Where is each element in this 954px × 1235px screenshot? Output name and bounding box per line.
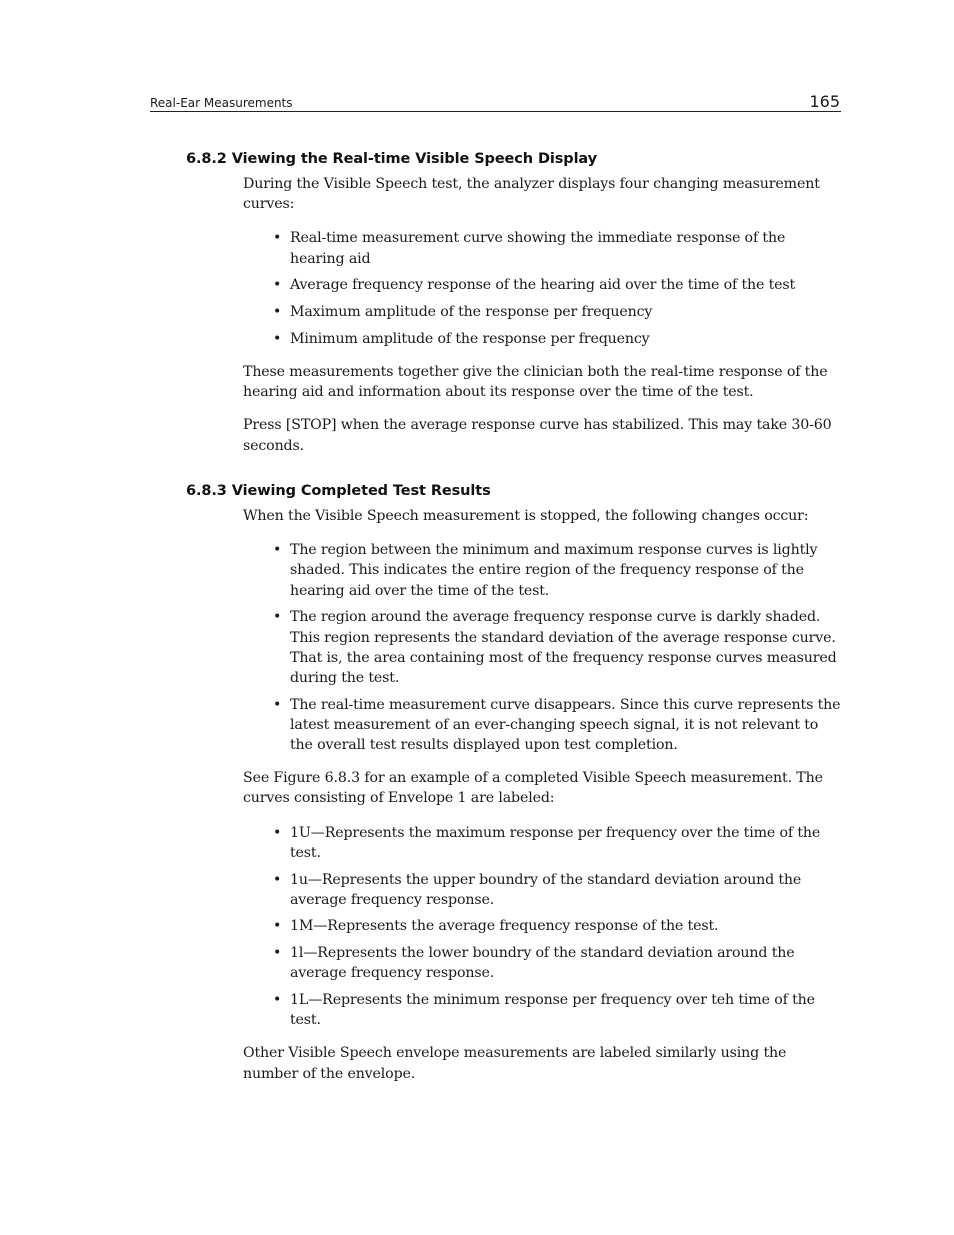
intro-paragraph: When the Visible Speech measurement is stopped, the following changes occur: bbox=[243, 508, 809, 524]
list-item: • 1L—Represents the minimum response per frequency over teh time of the test. bbox=[290, 990, 843, 1030]
list-item: • The region around the average frequency response curve is darkly shaded. This region represents the standard deviation of the average response curve. That is, the area containing most of the frequency response curves measured during the test. bbox=[290, 607, 843, 688]
intro-paragraph: During the Visible Speech test, the analyzer displays four changing measurement curves: bbox=[243, 176, 820, 213]
list-item: • Maximum amplitude of the response per frequency bbox=[290, 302, 843, 322]
list-item: • 1u—Represents the upper boundry of the standard deviation around the average frequency response. bbox=[290, 870, 843, 910]
list-item: • 1M—Represents the average frequency response of the test. bbox=[290, 916, 843, 936]
body-paragraph: Other Visible Speech envelope measurements are labeled similarly using the number of the envelope. bbox=[243, 1045, 787, 1082]
section-6-8-2 bbox=[0, 149, 954, 469]
list-item: • Real-time measurement curve showing the immediate response of the hearing aid bbox=[290, 228, 843, 268]
list-item: • The region between the minimum and maximum response curves is lightly shaded. This indicates the entire region of the frequency response of the hearing aid over the time of the test. bbox=[290, 540, 843, 601]
section-body bbox=[243, 506, 843, 1084]
list-item: • Minimum amplitude of the response per frequency bbox=[290, 329, 843, 349]
section-heading: 6.8.3 Viewing Completed Test Results bbox=[186, 483, 491, 499]
list-item: • The real-time measurement curve disappears. Since this curve represents the latest measurement of an ever-changing speech signal, it is not relevant to the overall test results displayed upon test completion. bbox=[290, 695, 843, 756]
list-item: • Average frequency response of the hearing aid over the time of the test bbox=[290, 275, 843, 295]
list-item: • 1U—Represents the maximum response per frequency over the time of the test. bbox=[290, 823, 843, 863]
chapter-title: Real-Ear Measurements bbox=[150, 96, 293, 110]
list-item: • 1l—Represents the lower boundry of the standard deviation around the average frequency response. bbox=[290, 943, 843, 983]
envelope-curve-list bbox=[243, 823, 843, 1031]
section-6-8-3 bbox=[0, 481, 954, 1097]
changes-list bbox=[243, 540, 843, 755]
page-number: 165 bbox=[809, 92, 840, 111]
body-paragraph: See Figure 6.8.3 for an example of a completed Visible Speech measurement. The curves consisting of Envelope 1 are labeled: bbox=[243, 770, 823, 807]
body-paragraph: These measurements together give the clinician both the real-time response of the hearing aid and information about its response over the time of the test. bbox=[243, 363, 828, 401]
running-header bbox=[150, 89, 841, 112]
section-body bbox=[243, 174, 843, 456]
section-heading: 6.8.2 Viewing the Real-time Visible Speech Display bbox=[186, 151, 598, 167]
body-paragraph: Press [STOP] when the average response curve has stabilized. This may take 30-60 seconds. bbox=[243, 417, 832, 454]
curve-list bbox=[243, 228, 843, 349]
